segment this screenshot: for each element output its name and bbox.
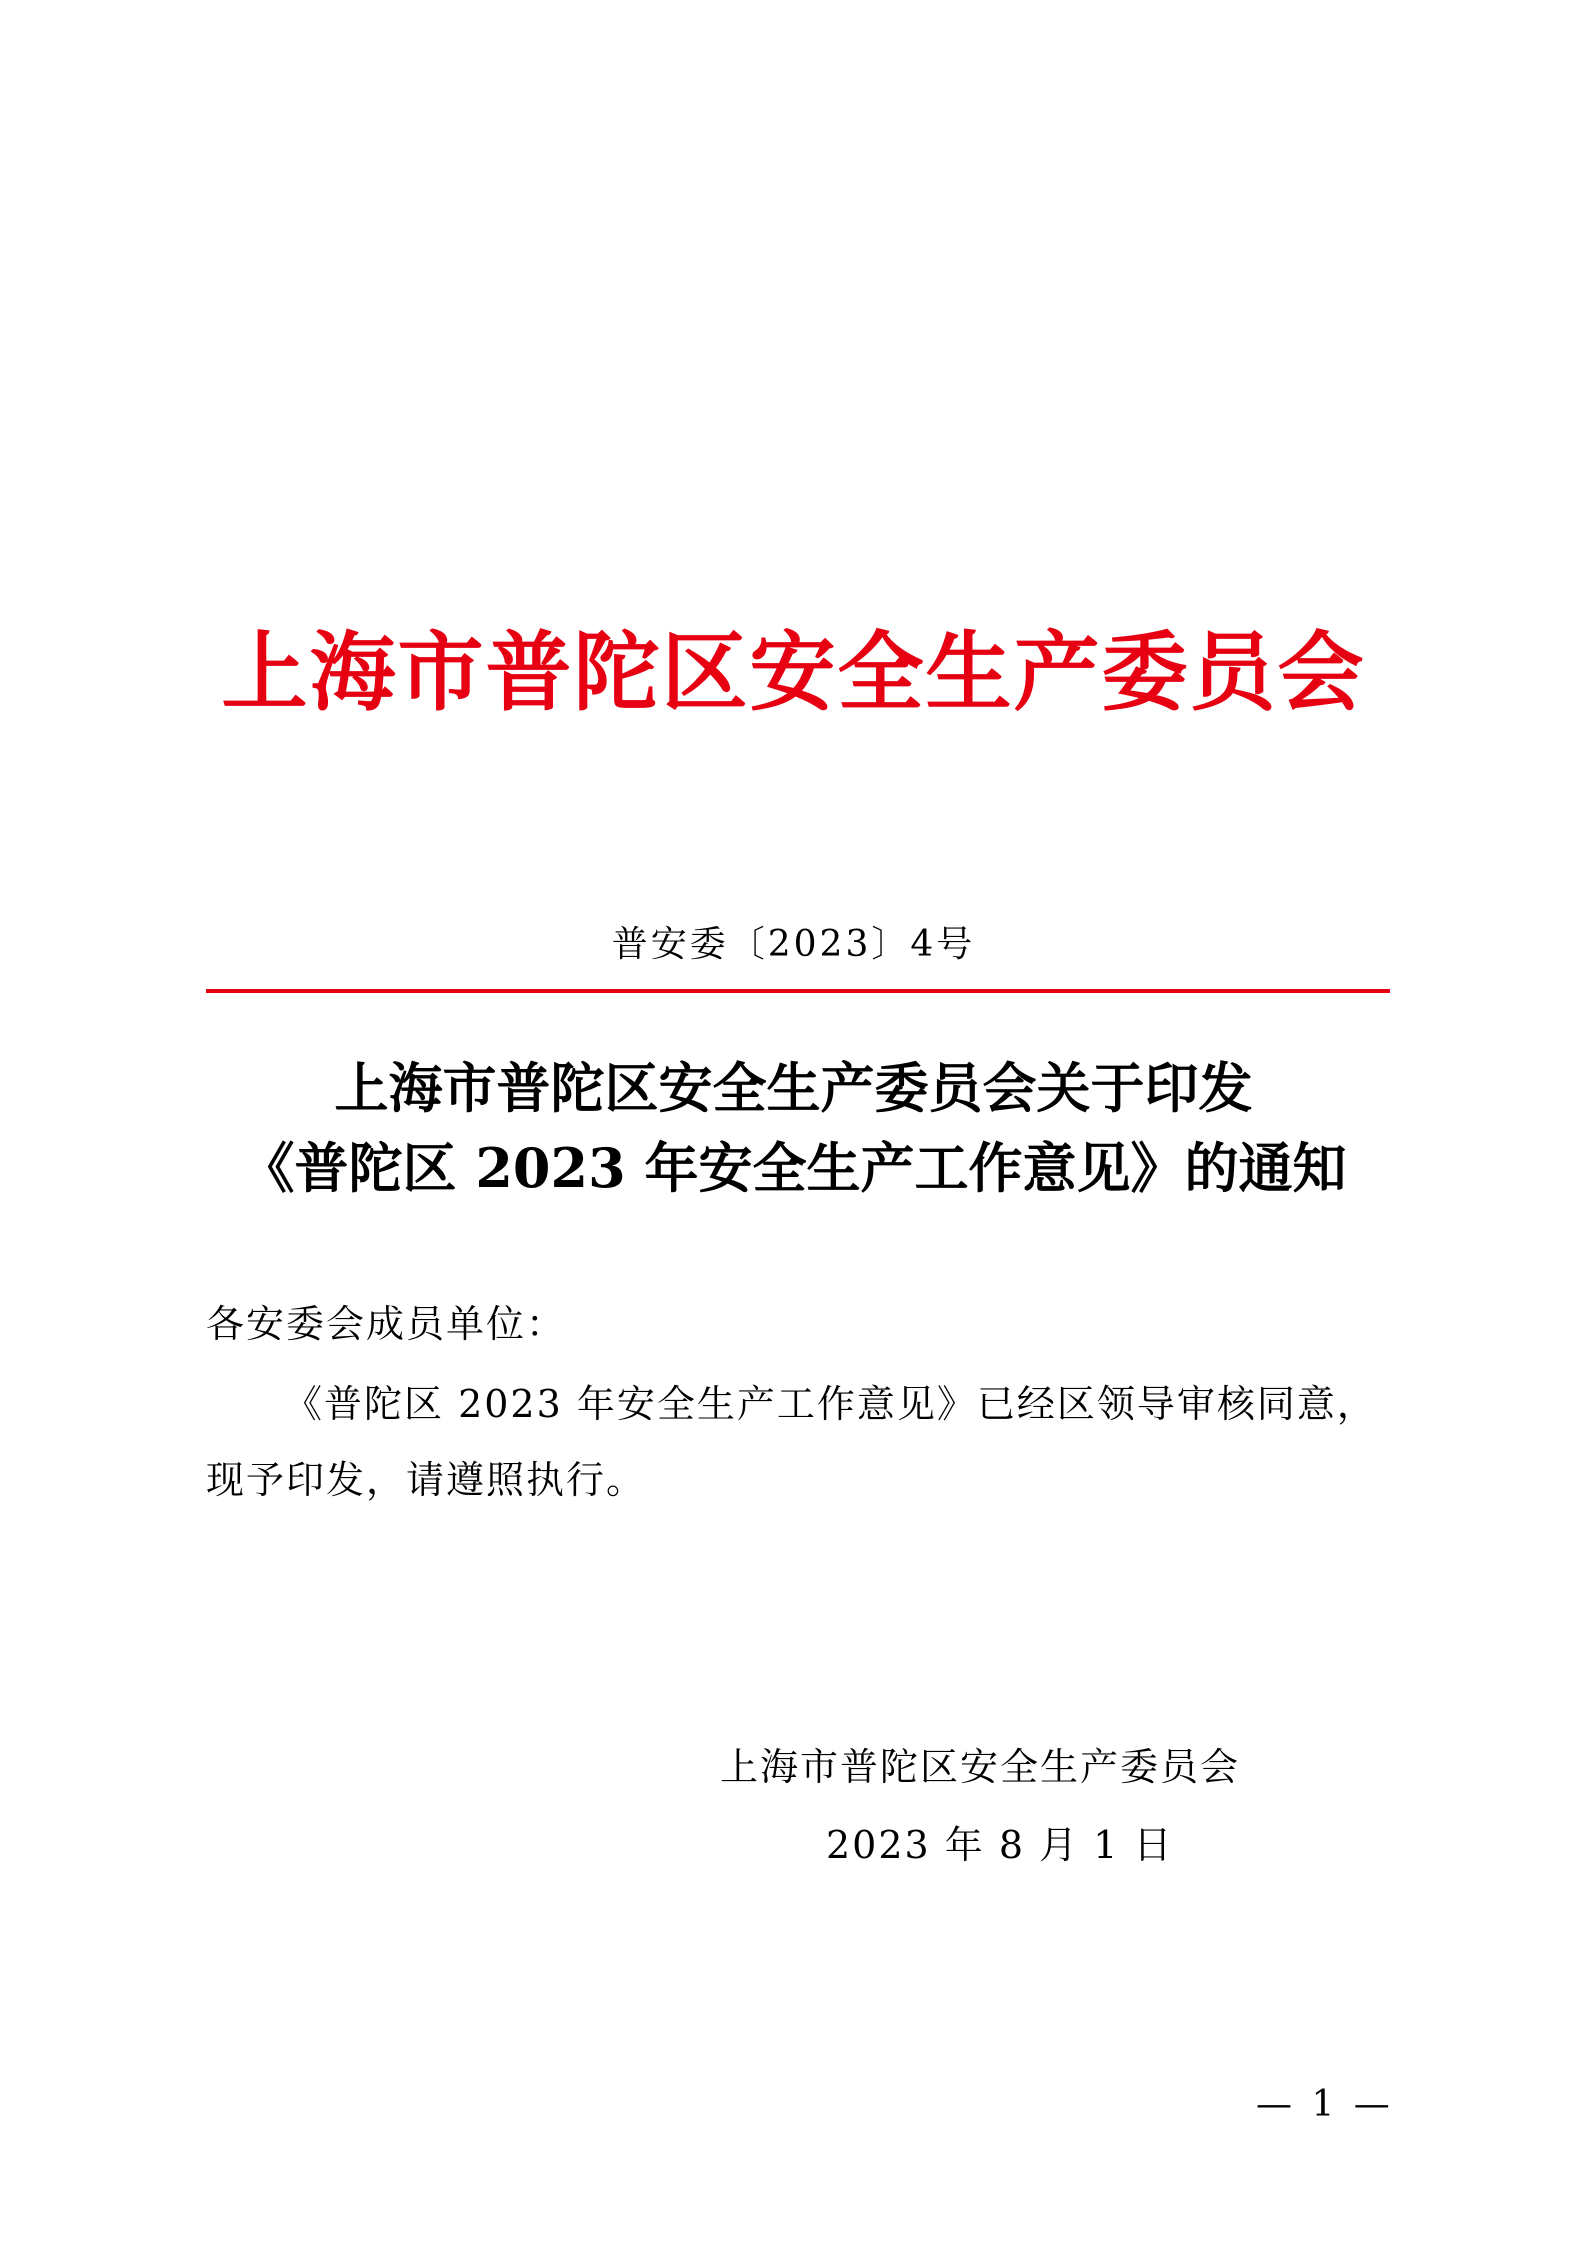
document-title (150, 1048, 1437, 1208)
salutation: 各安委会成员单位： (206, 1302, 567, 1346)
document-number: 普安委〔2023〕4号 (611, 924, 976, 965)
signature-organization: 上海市普陀区安全生产委员会 (720, 1745, 1241, 1789)
body-paragraph-line-1: 《普陀区 2023 年安全生产工作意见》已经区领导审核同意， (284, 1382, 1377, 1426)
page-number: — 1 — (1256, 2084, 1394, 2125)
title-line-2: 《普陀区 2023 年安全生产工作意见》的通知 (240, 1136, 1347, 1200)
red-separator-rule (206, 989, 1390, 993)
signature-date: 2023 年 8 月 1 日 (826, 1823, 1174, 1867)
title-line-1: 上海市普陀区安全生产委员会关于印发 (334, 1056, 1253, 1120)
body-paragraph-line-2: 现予印发，请遵照执行。 (206, 1458, 647, 1502)
masthead-issuer: 上海市普陀区安全生产委员会 (221, 622, 1366, 723)
